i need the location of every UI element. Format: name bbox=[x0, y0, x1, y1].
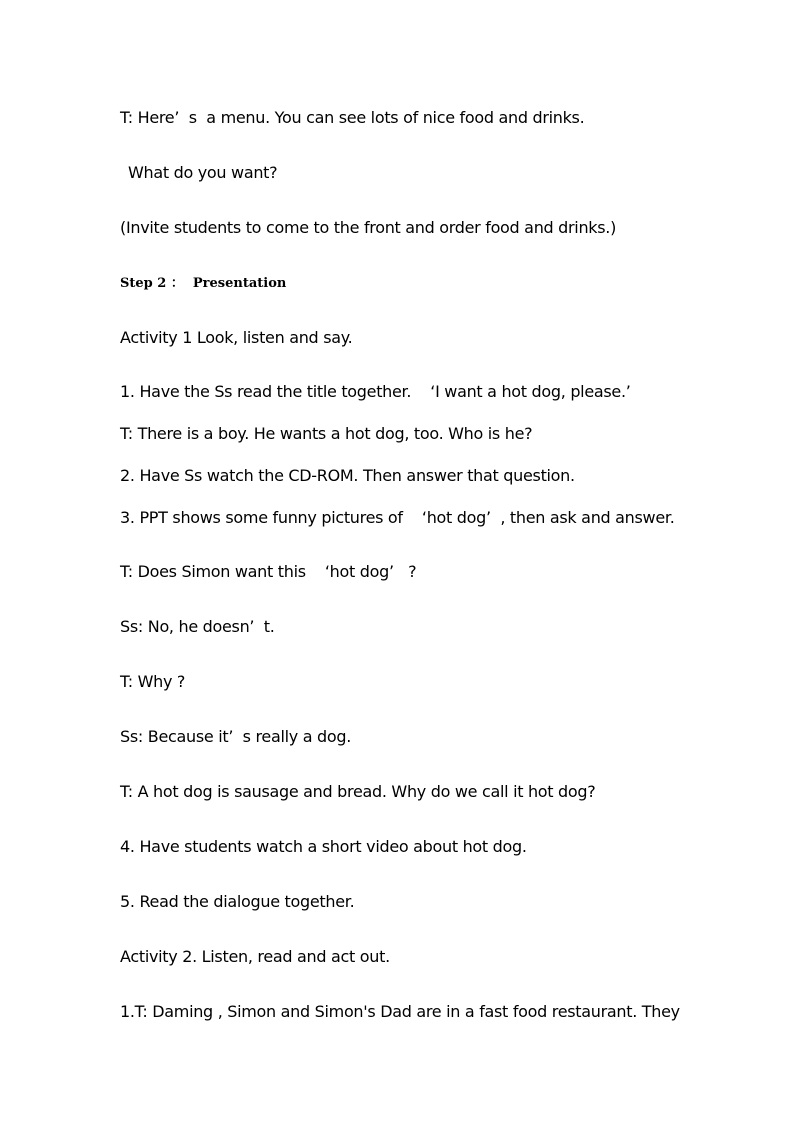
instruction-5: 5. Read the dialogue together. bbox=[120, 892, 355, 911]
instruction-1: 1. Have the Ss read the title together. ‘I want a hot dog, please.’ bbox=[120, 382, 631, 401]
teacher-question-line: T: Does Simon want this ‘hot dog’ ? bbox=[120, 562, 417, 581]
instruction-4: 4. Have students watch a short video about hot dog. bbox=[120, 837, 527, 856]
teacher-who-is-he-line: T: There is a boy. He wants a hot dog, too. Who is he? bbox=[120, 424, 533, 443]
activity-1-heading: Activity 1 Look, listen and say. bbox=[120, 328, 353, 347]
instruction-2: 2. Have Ss watch the CD-ROM. Then answer that question. bbox=[120, 466, 575, 485]
activity-2-heading: Activity 2. Listen, read and act out. bbox=[120, 947, 390, 966]
invite-students-line: (Invite students to come to the front and order food and drinks.) bbox=[120, 218, 617, 237]
teacher-menu-line: T: Here’ s a menu. You can see lots of nice food and drinks. bbox=[120, 108, 585, 127]
students-answer-line: Ss: No, he doesn’ t. bbox=[120, 617, 275, 636]
teacher-hot-dog-line: T: A hot dog is sausage and bread. Why do we call it hot dog? bbox=[120, 782, 596, 801]
step-2-heading: Step 2 ： Presentation bbox=[120, 276, 287, 291]
what-do-you-want-line: What do you want? bbox=[128, 163, 278, 182]
teacher-why-line: T: Why ? bbox=[120, 672, 186, 691]
activity-2-instruction-1: 1.T: Daming , Simon and Simon's Dad are in a fast food restaurant. They bbox=[120, 1002, 680, 1021]
students-because-line: Ss: Because it’ s really a dog. bbox=[120, 727, 351, 746]
instruction-3: 3. PPT shows some funny pictures of ‘hot dog’ , then ask and answer. bbox=[120, 508, 675, 527]
